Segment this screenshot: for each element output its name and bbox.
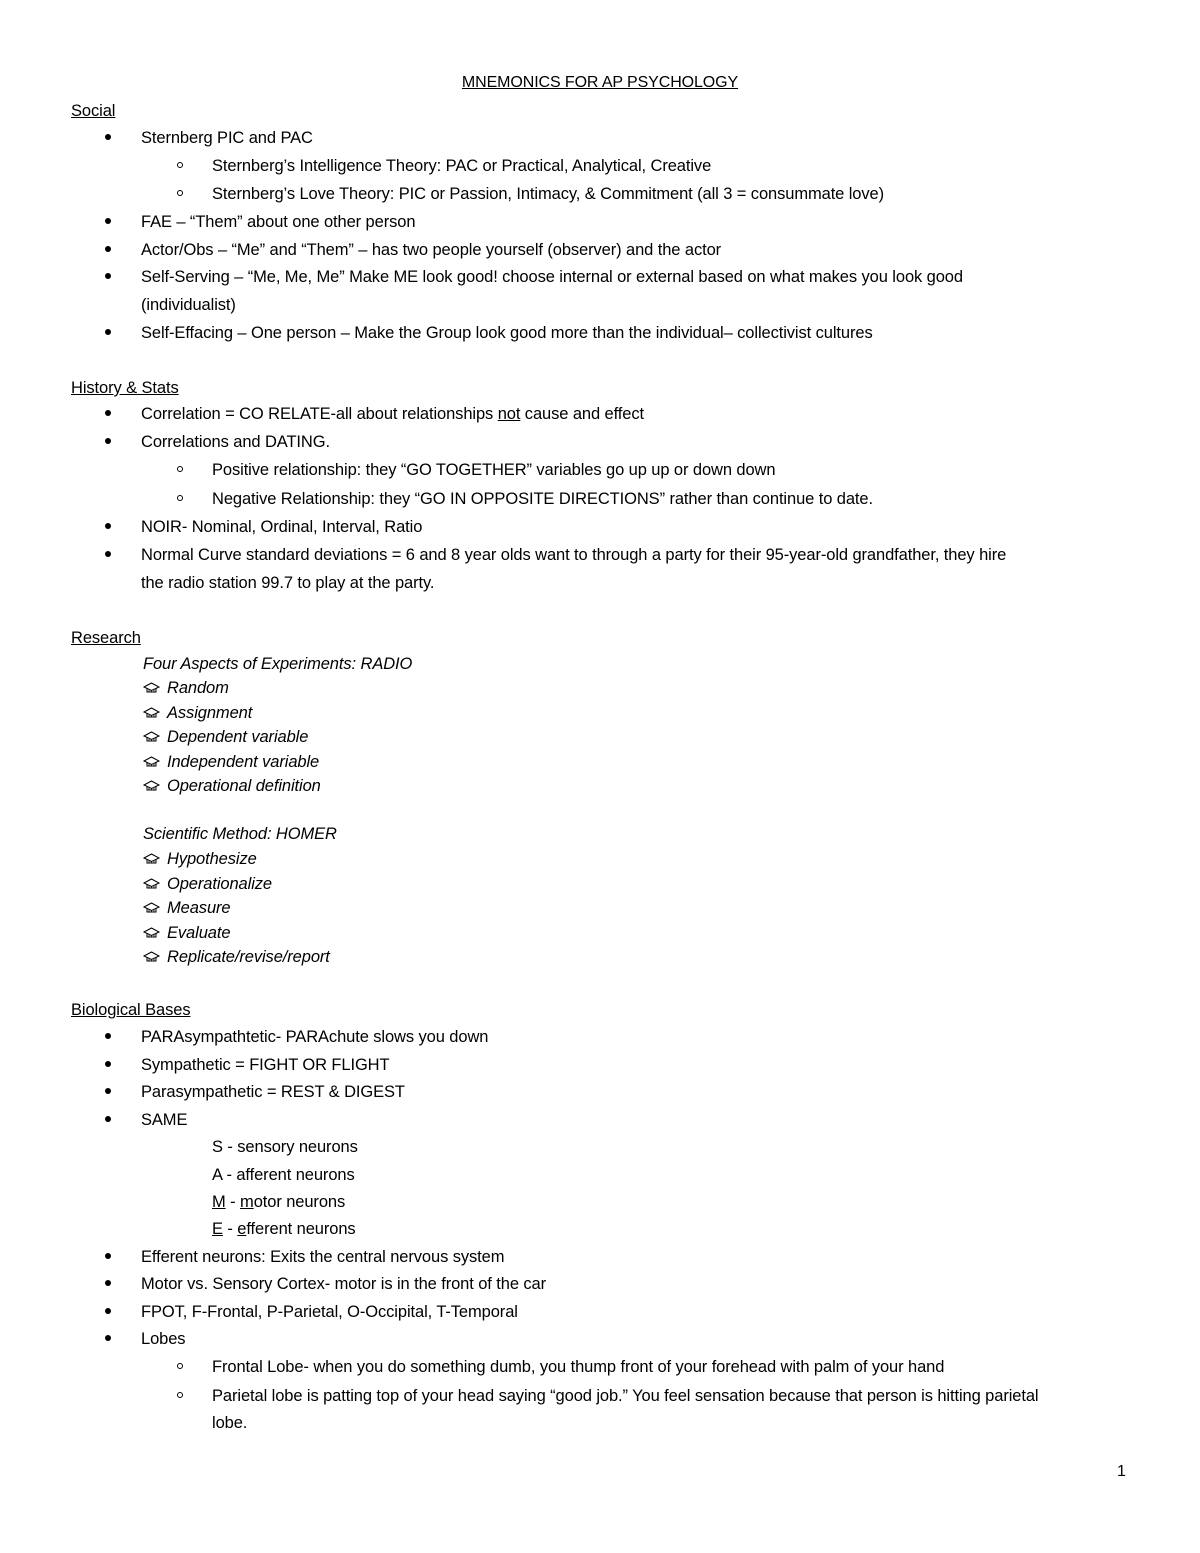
bullet-icon xyxy=(105,410,111,416)
text-run: cause and effect xyxy=(520,405,644,423)
list-item: NOIR- Nominal, Ordinal, Interval, Ratio xyxy=(141,518,423,536)
list-item: FPOT, F-Frontal, P-Parietal, O-Occipital, T-Temporal xyxy=(141,1303,518,1321)
text-run: Operational definition xyxy=(167,777,321,795)
sub-bullet-icon xyxy=(177,1363,183,1369)
sub-bullet-icon xyxy=(177,466,183,472)
bullet-icon xyxy=(105,1033,111,1039)
bullet-icon xyxy=(105,1116,111,1122)
text-run: fferent neurons xyxy=(246,1220,356,1238)
list-item: Self-Effacing – One person – Make the Group look good more than the individual– collectivist cultures xyxy=(141,324,873,342)
sub-list-item: Parietal lobe is patting top of your head saying “good job.” You feel sensation because that person is hitting parietal xyxy=(212,1387,1039,1405)
sub-list-item: Sternberg’s Love Theory: PIC or Passion, Intimacy, & Commitment (all 3 = consummate love) xyxy=(212,185,884,203)
list-item: Self-Serving – “Me, Me, Me” Make ME look good! choose internal or external based on what makes you look good xyxy=(141,268,963,286)
list-item: Sternberg PIC and PAC xyxy=(141,129,313,147)
text-run: - xyxy=(222,1220,238,1238)
underlined-text: M xyxy=(212,1193,226,1211)
list-item: PARAsympathtetic- PARAchute slows you down xyxy=(141,1028,489,1046)
sub-list-item-continuation: lobe. xyxy=(212,1414,248,1432)
radio-title xyxy=(143,654,412,674)
bullet-icon xyxy=(105,1280,111,1286)
mortarboard-icon xyxy=(143,731,160,743)
section-heading-social: Social xyxy=(71,102,116,120)
underlined-text: e xyxy=(237,1220,247,1238)
text-run: : RADIO xyxy=(351,655,413,673)
text-run: Operationalize xyxy=(167,875,272,893)
list-item: SAME xyxy=(141,1111,188,1129)
list-item: Lobes xyxy=(141,1330,186,1348)
mortarboard-icon xyxy=(143,853,160,865)
section-heading-biological: Biological Bases xyxy=(71,1001,191,1019)
bullet-icon xyxy=(105,134,111,140)
list-item: Normal Curve standard deviations = 6 and 8 year olds want to through a party for their 95-year-old grandfather, they hire xyxy=(141,546,1007,564)
section-heading-research: Research xyxy=(71,629,141,647)
radio-item xyxy=(143,703,252,723)
mortarboard-icon xyxy=(143,878,160,890)
list-item: Efferent neurons: Exits the central nervous system xyxy=(141,1248,505,1266)
mortarboard-icon xyxy=(143,927,160,939)
text-run: Random xyxy=(167,679,229,697)
page-title: MNEMONICS FOR AP PSYCHOLOGY xyxy=(461,74,739,91)
same-item: S - sensory neurons xyxy=(212,1138,358,1156)
bullet-icon xyxy=(105,438,111,444)
text-run: : HOMER xyxy=(266,825,337,843)
mortarboard-icon xyxy=(143,682,160,694)
bullet-icon xyxy=(105,551,111,557)
sub-bullet-icon xyxy=(177,1392,183,1398)
list-item: Motor vs. Sensory Cortex- motor is in the front of the car xyxy=(141,1275,547,1293)
text-run: Independent variable xyxy=(167,753,320,771)
section-heading-history: History & Stats xyxy=(71,379,179,397)
mortarboard-icon xyxy=(143,707,160,719)
homer-item xyxy=(143,923,230,943)
sub-list-item: Positive relationship: they “GO TOGETHER” variables go up up or down down xyxy=(212,461,776,479)
radio-item xyxy=(143,678,229,698)
list-item-continuation: (individualist) xyxy=(141,296,236,314)
bullet-icon xyxy=(105,1061,111,1067)
sub-list-item: Sternberg’s Intelligence Theory: PAC or Practical, Analytical, Creative xyxy=(212,157,712,175)
homer-item xyxy=(143,898,231,918)
underlined-text: not xyxy=(497,405,521,423)
sub-list-item: Negative Relationship: they “GO IN OPPOSITE DIRECTIONS” rather than continue to date. xyxy=(212,490,873,508)
radio-item xyxy=(143,752,319,772)
bullet-icon xyxy=(105,218,111,224)
sub-bullet-icon xyxy=(177,190,183,196)
bullet-icon xyxy=(105,1088,111,1094)
same-item: A - afferent neurons xyxy=(212,1166,355,1184)
bullet-icon xyxy=(105,523,111,529)
bullet-icon xyxy=(105,1335,111,1341)
text-run: Assignment xyxy=(167,704,253,722)
underlined-text: m xyxy=(240,1193,254,1211)
list-item: FAE – “Them” about one other person xyxy=(141,213,416,231)
homer-title xyxy=(143,824,337,844)
sub-bullet-icon xyxy=(177,162,183,168)
list-item: Actor/Obs – “Me” and “Them” – has two people yourself (observer) and the actor xyxy=(141,241,722,259)
mortarboard-icon xyxy=(143,780,160,792)
text-run: Dependent variable xyxy=(167,728,309,746)
text-run: Evaluate xyxy=(167,924,231,942)
homer-item xyxy=(143,874,272,894)
mortarboard-icon xyxy=(143,756,160,768)
text-run: Hypothesize xyxy=(167,850,257,868)
list-item: Parasympathetic = REST & DIGEST xyxy=(141,1083,405,1101)
text-run: Scientific Method xyxy=(143,825,267,843)
text-run: Correlation = CO RELATE-all about relationships xyxy=(141,405,498,423)
list-item: Correlations and DATING. xyxy=(141,433,330,451)
text-run: Measure xyxy=(167,899,231,917)
bullet-icon xyxy=(105,1308,111,1314)
bullet-icon xyxy=(105,273,111,279)
list-item-continuation: the radio station 99.7 to play at the party. xyxy=(141,574,435,592)
mortarboard-icon xyxy=(143,951,160,963)
bullet-icon xyxy=(105,329,111,335)
same-item xyxy=(212,1192,345,1212)
bullet-icon xyxy=(105,246,111,252)
radio-item xyxy=(143,776,321,796)
text-run: - xyxy=(225,1193,241,1211)
text-run: Four Aspects of Experiments xyxy=(143,655,352,673)
list-item xyxy=(141,404,644,424)
list-item: Sympathetic = FIGHT OR FLIGHT xyxy=(141,1056,390,1074)
sub-list-item: Frontal Lobe- when you do something dumb, you thump front of your forehead with palm of your hand xyxy=(212,1358,945,1376)
text-run: otor neurons xyxy=(253,1193,346,1211)
homer-item xyxy=(143,947,330,967)
radio-item xyxy=(143,727,308,747)
page-number: 1 xyxy=(1117,1463,1126,1480)
same-item xyxy=(212,1219,356,1239)
homer-item xyxy=(143,849,257,869)
text-run: Replicate/revise/report xyxy=(167,948,330,966)
bullet-icon xyxy=(105,1253,111,1259)
underlined-text: E xyxy=(212,1220,223,1238)
sub-bullet-icon xyxy=(177,495,183,501)
mortarboard-icon xyxy=(143,902,160,914)
